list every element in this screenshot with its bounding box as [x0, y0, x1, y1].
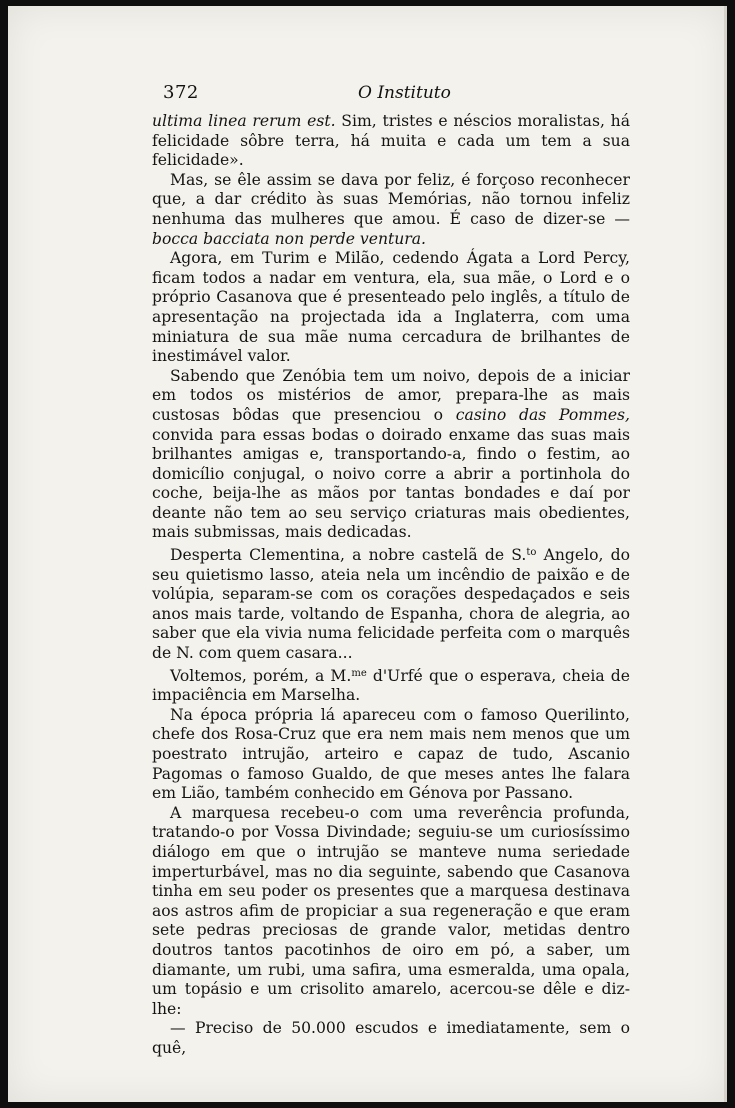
- paragraph-9: [152, 1019, 630, 1058]
- italic-tail: bocca bacciata non perde ventura.: [152, 229, 427, 248]
- paragraph-2: [152, 171, 630, 249]
- paragraph-5: [152, 543, 630, 664]
- paragraph-text: Angelo, do seu quietismo lasso, ateia nela um incêndio de paixão e de volúpia, separam-se com os corações despedaçados e seis anos mais tarde, voltando de Espanha, chora de alegria, ao saber que ela vivia numa felicidade perfeita com o marquês de N. com quem casara...: [152, 546, 630, 663]
- paragraph-text: — Preciso de 50.000 escudos e imediatamente, sem o quê,: [152, 1019, 630, 1057]
- paragraph-text: Agora, em Turim e Milão, cedendo Ágata a Lord Percy, ficam todos a nadar em ventura, ela, sua mãe, o Lord e o próprio Casanova que é presenteado pelo inglês, a título de apresentação na projectada ida a Inglaterra, com uma miniatura de sua mãe numa cercadura de brilhantes de inestimável valor.: [152, 249, 630, 366]
- paragraph-text: Desperta Clementina, a nobre castelã de S.: [170, 546, 527, 565]
- paragraph-text: Sabendo que Zenóbia tem um noivo, depois de a iniciar em todos os mistérios de amor, prepara-lhe as mais custosas bôdas que presenciou o: [152, 366, 630, 424]
- page-edge: [724, 6, 727, 1102]
- running-title: O Instituto: [358, 83, 451, 103]
- paragraph-6: [152, 664, 630, 706]
- superscript: me: [351, 667, 367, 679]
- italic-phrase: casino das Pommes,: [455, 405, 631, 424]
- paragraph-text: d'Urfé que o esperava, cheia de impaciência em Marselha.: [152, 666, 630, 705]
- paragraph-text: Voltemos, porém, a M.: [170, 666, 352, 685]
- paragraph-text: convida para essas bodas o doirado enxame das suas mais brilhantes amigas e, transportando-a, findo o festim, ao domicílio conjugal, o noivo corre a abrir a portinhola do coche, beija-lhe as mãos por tantas bondades e daí por deante não tem ao seu serviço criaturas mais obedientes, mais submissas, mais dedicadas.: [152, 425, 630, 542]
- paragraph-text: Na época própria lá apareceu com o famoso Querilinto, chefe dos Rosa-Cruz que era nem mais nem menos que um poestrato intrujão, arteiro e capaz de tudo, Ascanio Pagomas o famoso Gualdo, de que meses antes lhe falara em Lião, também conhecido em Génova por Passano.: [152, 705, 630, 803]
- paragraph-7: [152, 706, 630, 804]
- paragraph-text: Sim, tristes e néscios moralistas, há felicidade sôbre terra, há muita e cada um tem a sua felicidade».: [152, 112, 631, 170]
- paragraph-3: [152, 249, 630, 367]
- italic-lead: ultima linea rerum est.: [152, 112, 336, 130]
- page-header: [158, 82, 648, 106]
- superscript: to: [526, 547, 537, 559]
- paragraph-text: Mas, se êle assim se dava por feliz, é forçoso reconhecer que, a dar crédito às suas Memórias, não tornou infeliz nenhuma das mulheres que amou. É caso de dizer-se —: [152, 170, 630, 228]
- paragraph-4: [152, 367, 630, 543]
- paragraph-text: A marquesa recebeu-o com uma reverência profunda, tratando-o por Vossa Divindade; seguiu-se um curiosíssimo diálogo em que o intrujão se manteve numa seriedade imperturbável, mas no dia seguinte, sabendo que Casanova tinha em seu poder os presentes que a marquesa destinava aos astros afim de propiciar a sua regeneração e que eram sete pedras preciosas de grande valor, metidas dentro doutros tantos pacotinhos de oiro em pó, a saber, um diamante, um rubi, uma safira, uma esmeralda, uma opala, um topásio e um crisolito amarelo, acercou-se dêle e diz-lhe:: [152, 803, 630, 1018]
- page-number: 372: [163, 82, 199, 103]
- body-text: [152, 112, 630, 1059]
- paragraph-8: [152, 804, 630, 1020]
- paragraph-1: [152, 112, 630, 171]
